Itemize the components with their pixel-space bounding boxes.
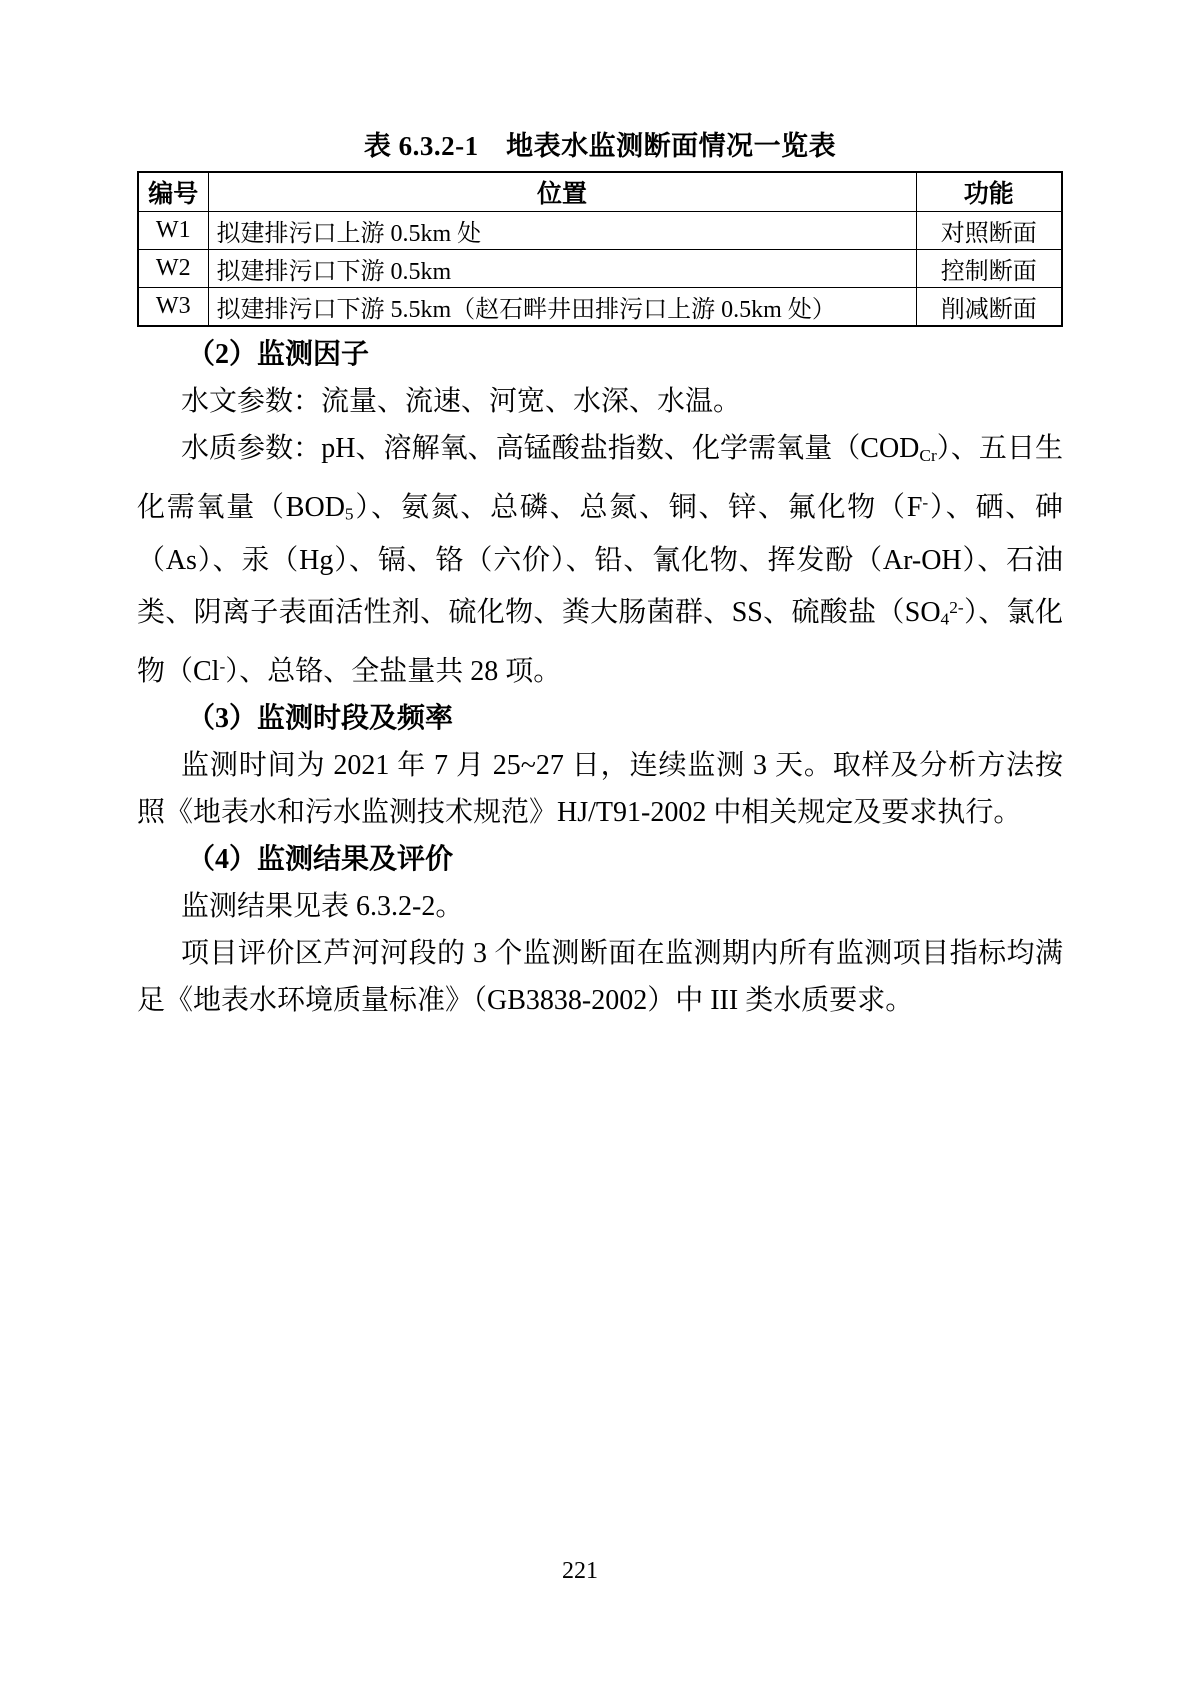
table-header-row bbox=[138, 172, 1062, 212]
water-quality-parameters-paragraph bbox=[137, 425, 1063, 695]
chloride-minus-superscript: - bbox=[219, 657, 226, 677]
row-id: W3 bbox=[138, 288, 208, 327]
wq-text-4: ）、硒、砷（As）、汞（Hg）、镉、铬（六价）、铅、氰化物、挥发酚（Ar-OH）、石油类、阴离子表面活性剂、硫化物、粪大肠菌群、SS、硫酸盐（SO bbox=[137, 491, 1063, 629]
sulfate-2minus-superscript: 2- bbox=[949, 598, 964, 618]
row-location: 拟建排污口下游 5.5km（赵石畔井田排污口上游 0.5km 处） bbox=[208, 288, 916, 327]
results-reference-paragraph: 监测结果见表 6.3.2-2。 bbox=[181, 890, 464, 922]
row-id: W1 bbox=[138, 212, 208, 250]
page-number: 221 bbox=[562, 1558, 598, 1584]
wq-text-6: ）、总铬、全盐量共 28 项。 bbox=[225, 655, 562, 687]
document-body bbox=[137, 331, 1063, 1024]
wq-text-2: ）、五日生化需氧量（BOD bbox=[137, 433, 1063, 523]
cod-cr-subscript: Cr bbox=[919, 445, 937, 465]
section-heading-monitoring-results: （4）监测结果及评价 bbox=[187, 843, 454, 875]
wq-text-5: ）、氯化物（Cl bbox=[137, 597, 1063, 687]
section-heading-monitoring-factors: （2）监测因子 bbox=[187, 339, 370, 370]
column-header-function: 功能 bbox=[916, 172, 1062, 212]
table-title: 表 6.3.2-1 地表水监测断面情况一览表 bbox=[363, 131, 837, 161]
column-header-location: 位置 bbox=[208, 172, 916, 212]
bod-5-subscript: 5 bbox=[344, 504, 354, 524]
page-content bbox=[137, 130, 1063, 1024]
sulfate-4-subscript: 4 bbox=[940, 610, 950, 630]
row-function: 对照断面 bbox=[916, 212, 1062, 250]
hydrology-parameters-paragraph: 水文参数：流量、流速、河宽、水深、水温。 bbox=[181, 386, 742, 417]
row-id: W2 bbox=[138, 250, 208, 288]
table-row bbox=[138, 288, 1062, 327]
monitoring-sections-table bbox=[137, 171, 1063, 327]
wq-text-3: ）、氨氮、总磷、总氮、铜、锌、氟化物（F bbox=[353, 491, 923, 523]
results-conclusion-paragraph: 项目评价区芦河河段的 3 个监测断面在监测期内所有监测项目指标均满足《地表水环境质量标准》（GB3838-2002）中 III 类水质要求。 bbox=[137, 937, 1063, 1016]
wq-text-1: 水质参数：pH、溶解氧、高锰酸盐指数、化学需氧量（COD bbox=[181, 433, 920, 464]
row-function: 削减断面 bbox=[916, 288, 1062, 327]
table-row bbox=[138, 212, 1062, 250]
monitoring-schedule-paragraph: 监测时间为 2021 年 7 月 25~27 日，连续监测 3 天。取样及分析方法按照《地表水和污水监测技术规范》HJ/T91-2002 中相关规定及要求执行。 bbox=[137, 749, 1063, 828]
row-function: 控制断面 bbox=[916, 250, 1062, 288]
row-location: 拟建排污口下游 0.5km bbox=[208, 250, 916, 288]
column-header-id: 编号 bbox=[138, 172, 208, 212]
fluoride-minus-superscript: - bbox=[922, 492, 929, 512]
section-heading-monitoring-schedule: （3）监测时段及频率 bbox=[187, 702, 454, 734]
row-location: 拟建排污口上游 0.5km 处 bbox=[208, 212, 916, 250]
table-row bbox=[138, 250, 1062, 288]
